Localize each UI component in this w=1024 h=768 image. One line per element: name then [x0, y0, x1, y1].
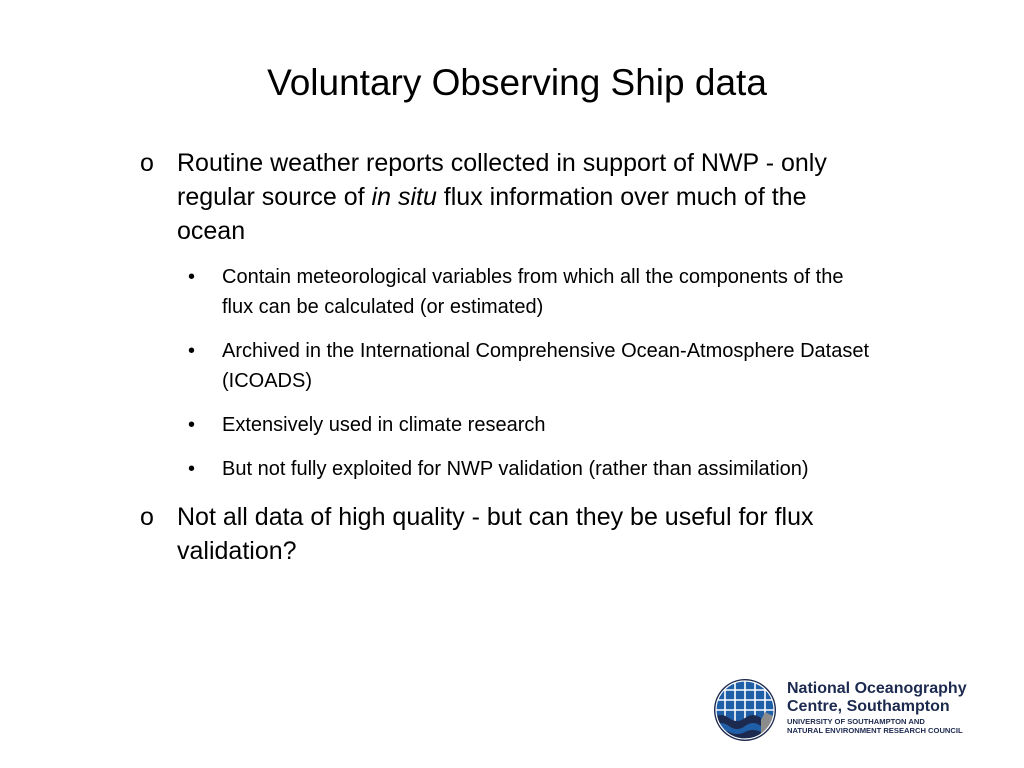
- bullet-text: Not all data of high quality - but can they be useful for flux validation?: [177, 503, 814, 565]
- bullet-item-data-quality: [140, 500, 880, 568]
- bullet-text: Routine weather reports collected in support of NWP - only regular source of: [177, 149, 827, 211]
- bullet-text-continued: flux information over much of the ocean: [177, 183, 807, 245]
- bullet-item-routine-reports: [140, 146, 880, 248]
- sub-bullet-text: Archived in the International Comprehensive Ocean-Atmosphere Dataset (ICOADS): [222, 340, 870, 392]
- org-name-line-2: Centre, Southampton: [787, 698, 950, 715]
- bullet-marker: o: [140, 503, 154, 531]
- sub-bullet-text: Extensively used in climate research: [222, 414, 546, 436]
- globe-waves-icon: [713, 678, 777, 742]
- bullet-italic-text: in situ: [371, 183, 437, 211]
- org-name-line-1: National Oceanography: [787, 680, 967, 697]
- slide-title: Voluntary Observing Ship data: [267, 62, 767, 103]
- sub-bullet-item: [140, 454, 880, 484]
- bullet-list: [140, 146, 880, 568]
- bullet-dot: •: [188, 414, 196, 436]
- sub-bullet-item: [140, 336, 880, 396]
- org-subtitle-line-1: UNIVERSITY OF SOUTHAMPTON AND: [787, 717, 925, 726]
- bullet-dot: •: [188, 266, 196, 288]
- sub-bullet-text: Contain meteorological variables from which all the components of the flux can be calculated (or estimated): [222, 266, 844, 318]
- sub-bullet-item: [140, 262, 880, 322]
- logo-wordmark: [787, 680, 997, 735]
- sub-bullet-text: But not fully exploited for NWP validation (rather than assimilation): [222, 458, 809, 480]
- bullet-dot: •: [188, 458, 196, 480]
- sub-bullet-item: [140, 410, 880, 440]
- noc-logo: [713, 678, 993, 742]
- bullet-marker: o: [140, 149, 154, 177]
- bullet-dot: •: [188, 340, 196, 362]
- org-subtitle-line-2: NATURAL ENVIRONMENT RESEARCH COUNCIL: [787, 726, 963, 735]
